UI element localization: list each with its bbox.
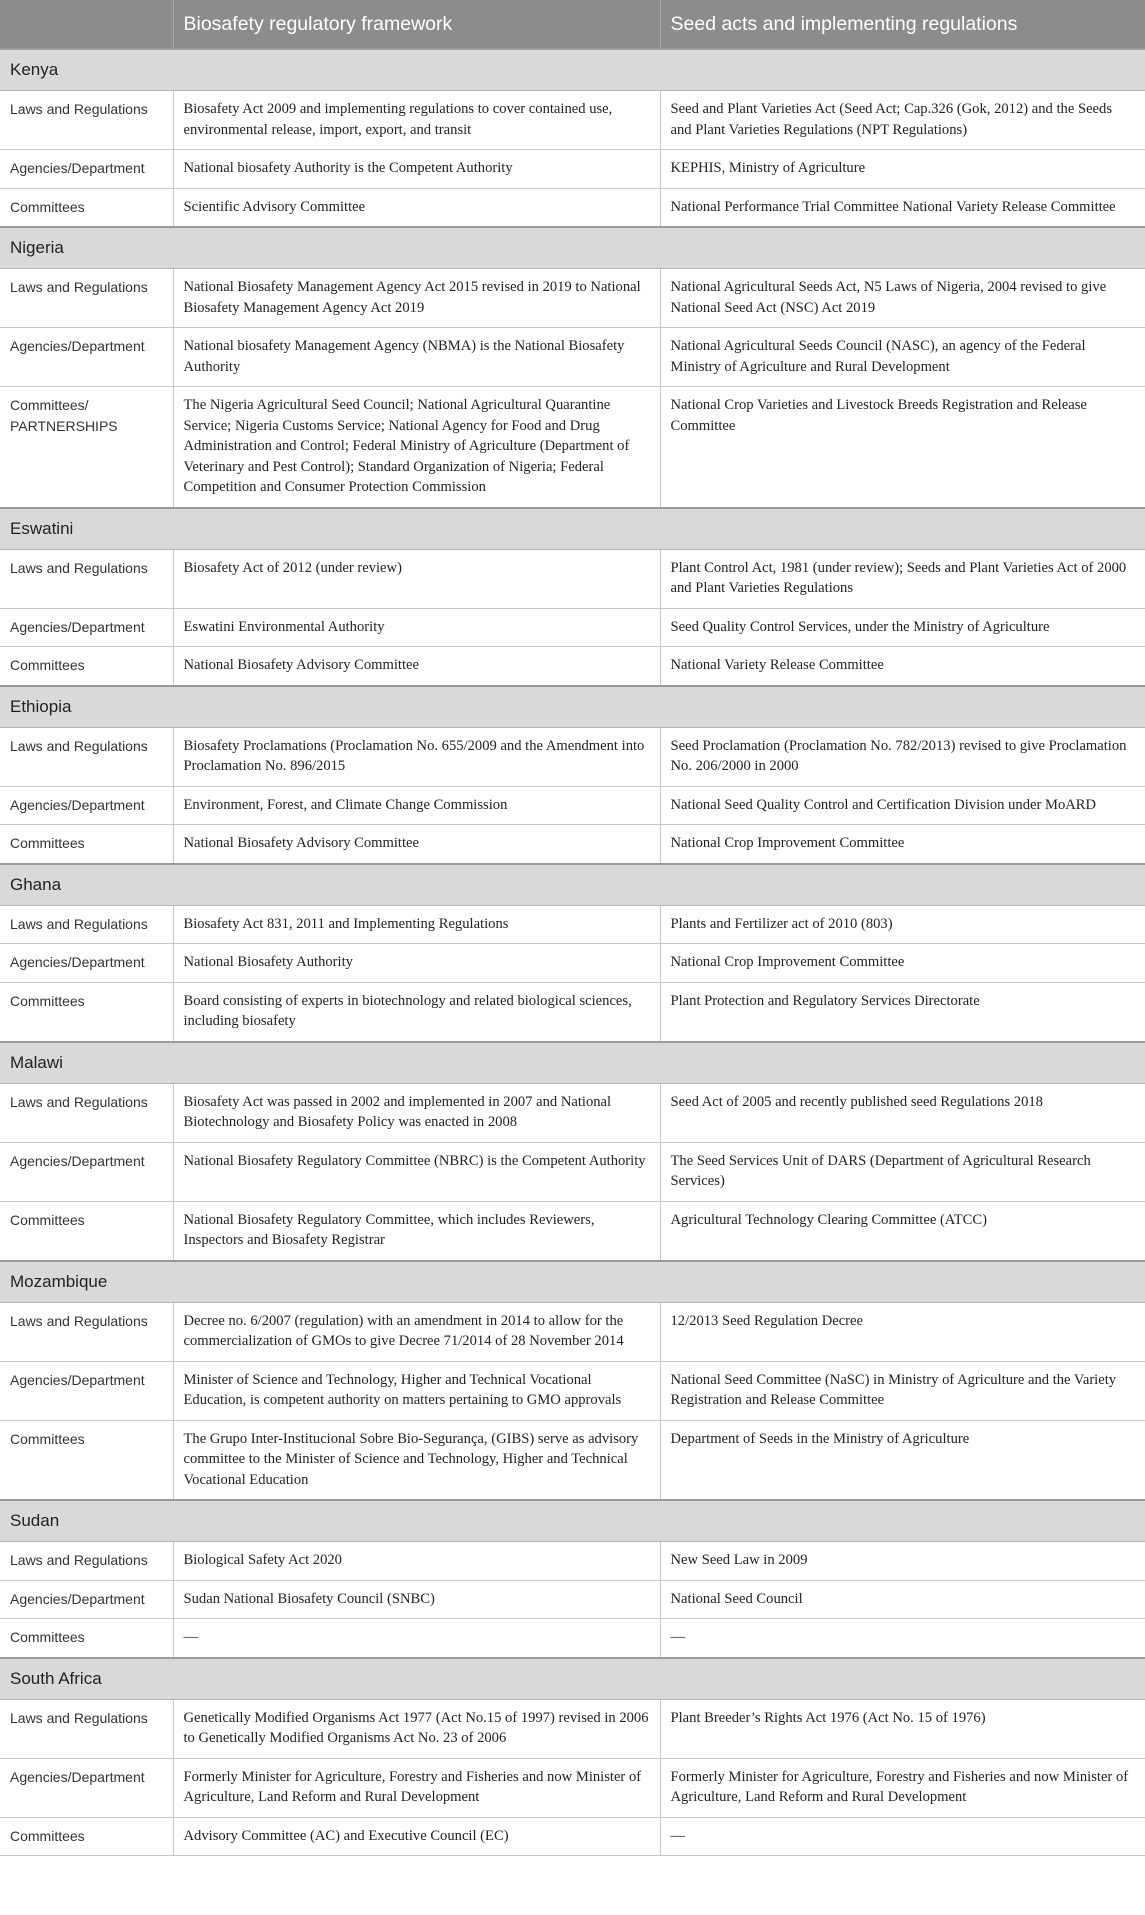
table-row [0, 387, 1145, 508]
country-name: Ethiopia [0, 686, 1145, 728]
table-row [0, 91, 1145, 150]
row-label: Laws and Regulations [0, 905, 173, 944]
seed-cell: National Crop Improvement Committee [660, 825, 1145, 864]
country-row [0, 227, 1145, 269]
biosafety-cell: Biosafety Act 831, 2011 and Implementing Regulations [173, 905, 660, 944]
header-biosafety-column: Biosafety regulatory framework [173, 0, 660, 49]
biosafety-cell: Scientific Advisory Committee [173, 188, 660, 227]
table-row [0, 269, 1145, 328]
seed-cell: — [660, 1817, 1145, 1856]
country-name: South Africa [0, 1658, 1145, 1700]
biosafety-cell: National Biosafety Advisory Committee [173, 647, 660, 686]
header-seed-column: Seed acts and implementing regulations [660, 0, 1145, 49]
country-name: Kenya [0, 49, 1145, 91]
biosafety-cell: Decree no. 6/2007 (regulation) with an amendment in 2014 to allow for the commercialization of GMOs to give Decree 71/2014 of 28 November 2014 [173, 1302, 660, 1361]
row-label: Agencies/Department [0, 786, 173, 825]
table-row [0, 647, 1145, 686]
biosafety-cell: National biosafety Authority is the Competent Authority [173, 150, 660, 189]
row-label: Laws and Regulations [0, 1083, 173, 1142]
seed-cell: Seed and Plant Varieties Act (Seed Act; Cap.326 (Gok, 2012) and the Seeds and Plant Varieties Regulations (NPT Regulations) [660, 91, 1145, 150]
row-label: Laws and Regulations [0, 269, 173, 328]
biosafety-cell: — [173, 1619, 660, 1658]
table-row [0, 1083, 1145, 1142]
country-name: Sudan [0, 1500, 1145, 1542]
table-row [0, 1699, 1145, 1758]
table-row [0, 1817, 1145, 1856]
biosafety-cell: Advisory Committee (AC) and Executive Council (EC) [173, 1817, 660, 1856]
table-row [0, 727, 1145, 786]
seed-cell: Plant Control Act, 1981 (under review); Seeds and Plant Varieties Act of 2000 and Plant Varieties Regulations [660, 549, 1145, 608]
biosafety-cell: Biosafety Proclamations (Proclamation No. 655/2009 and the Amendment into Proclamation No. 896/2015 [173, 727, 660, 786]
table-header [0, 0, 1145, 49]
row-label: Committees [0, 1201, 173, 1261]
row-label: Agencies/Department [0, 1758, 173, 1817]
seed-cell: — [660, 1619, 1145, 1658]
row-label: Committees/ PARTNERSHIPS [0, 387, 173, 508]
row-label: Laws and Regulations [0, 727, 173, 786]
row-label: Committees [0, 647, 173, 686]
seed-cell: National Agricultural Seeds Act, N5 Laws of Nigeria, 2004 revised to give National Seed Act (NSC) Act 2019 [660, 269, 1145, 328]
table-row [0, 1420, 1145, 1500]
table-row [0, 549, 1145, 608]
header-label-column [0, 0, 173, 49]
country-row [0, 1261, 1145, 1303]
seed-cell: National Seed Quality Control and Certification Division under MoARD [660, 786, 1145, 825]
biosafety-cell: Sudan National Biosafety Council (SNBC) [173, 1580, 660, 1619]
table-row [0, 608, 1145, 647]
country-name: Nigeria [0, 227, 1145, 269]
row-label: Agencies/Department [0, 1142, 173, 1201]
row-label: Committees [0, 188, 173, 227]
table-row [0, 1619, 1145, 1658]
seed-cell: Seed Act of 2005 and recently published seed Regulations 2018 [660, 1083, 1145, 1142]
biosafety-cell: Environment, Forest, and Climate Change Commission [173, 786, 660, 825]
row-label: Committees [0, 982, 173, 1042]
table-row [0, 150, 1145, 189]
row-label: Laws and Regulations [0, 1302, 173, 1361]
seed-cell: KEPHIS, Ministry of Agriculture [660, 150, 1145, 189]
seed-cell: Seed Proclamation (Proclamation No. 782/2013) revised to give Proclamation No. 206/2000 in 2000 [660, 727, 1145, 786]
table-row [0, 786, 1145, 825]
seed-cell: Agricultural Technology Clearing Committee (ATCC) [660, 1201, 1145, 1261]
table-row [0, 825, 1145, 864]
row-label: Agencies/Department [0, 1361, 173, 1420]
row-label: Agencies/Department [0, 150, 173, 189]
row-label: Laws and Regulations [0, 549, 173, 608]
seed-cell: National Seed Council [660, 1580, 1145, 1619]
row-label: Agencies/Department [0, 328, 173, 387]
biosafety-cell: Eswatini Environmental Authority [173, 608, 660, 647]
row-label: Laws and Regulations [0, 91, 173, 150]
seed-cell: New Seed Law in 2009 [660, 1542, 1145, 1581]
seed-cell: Formerly Minister for Agriculture, Forestry and Fisheries and now Minister of Agriculture, Land Reform and Rural Development [660, 1758, 1145, 1817]
row-label: Committees [0, 825, 173, 864]
country-row [0, 1042, 1145, 1084]
seed-cell: 12/2013 Seed Regulation Decree [660, 1302, 1145, 1361]
table-row [0, 1201, 1145, 1261]
biosafety-cell: National Biosafety Advisory Committee [173, 825, 660, 864]
biosafety-cell: Biosafety Act 2009 and implementing regulations to cover contained use, environmental release, import, export, and transit [173, 91, 660, 150]
biosafety-cell: National biosafety Management Agency (NBMA) is the National Biosafety Authority [173, 328, 660, 387]
biosafety-cell: The Grupo Inter-Institucional Sobre Bio-Segurança, (GIBS) serve as advisory committee to the Minister of Science and Technology, Higher and Technical Vocational Education [173, 1420, 660, 1500]
biosafety-cell: National Biosafety Regulatory Committee (NBRC) is the Competent Authority [173, 1142, 660, 1201]
row-label: Committees [0, 1619, 173, 1658]
biosafety-cell: Formerly Minister for Agriculture, Forestry and Fisheries and now Minister of Agriculture, Land Reform and Rural Development [173, 1758, 660, 1817]
seed-cell: National Variety Release Committee [660, 647, 1145, 686]
table-row [0, 188, 1145, 227]
country-name: Malawi [0, 1042, 1145, 1084]
table-row [0, 328, 1145, 387]
seed-cell: National Crop Varieties and Livestock Breeds Registration and Release Committee [660, 387, 1145, 508]
table-row [0, 982, 1145, 1042]
table-body [0, 49, 1145, 1856]
biosafety-cell: Biosafety Act of 2012 (under review) [173, 549, 660, 608]
country-row [0, 686, 1145, 728]
biosafety-cell: Biological Safety Act 2020 [173, 1542, 660, 1581]
seed-cell: National Crop Improvement Committee [660, 944, 1145, 983]
biosafety-cell: Genetically Modified Organisms Act 1977 (Act No.15 of 1997) revised in 2006 to Genetically Modified Organisms Act No. 23 of 2006 [173, 1699, 660, 1758]
biosafety-cell: National Biosafety Authority [173, 944, 660, 983]
country-row [0, 1500, 1145, 1542]
country-row [0, 508, 1145, 550]
biosafety-cell: Biosafety Act was passed in 2002 and implemented in 2007 and National Biotechnology and Biosafety Policy was enacted in 2008 [173, 1083, 660, 1142]
row-label: Laws and Regulations [0, 1542, 173, 1581]
row-label: Laws and Regulations [0, 1699, 173, 1758]
seed-cell: National Seed Committee (NaSC) in Ministry of Agriculture and the Variety Registration and Release Committee [660, 1361, 1145, 1420]
biosafety-cell: The Nigeria Agricultural Seed Council; National Agricultural Quarantine Service; Nigeria Customs Service; National Agency for Food and Drug Administration and Control; Federal Ministry of Agriculture (Department of Veterinary and Pest Control); Standard Organization of Nigeria; Federal Competition and Consumer Protection Commission [173, 387, 660, 508]
table-row [0, 1542, 1145, 1581]
country-row [0, 1658, 1145, 1700]
row-label: Committees [0, 1420, 173, 1500]
table-row [0, 1361, 1145, 1420]
seed-cell: Seed Quality Control Services, under the Ministry of Agriculture [660, 608, 1145, 647]
country-name: Ghana [0, 864, 1145, 906]
table-row [0, 905, 1145, 944]
table-row [0, 1302, 1145, 1361]
country-name: Mozambique [0, 1261, 1145, 1303]
country-row [0, 49, 1145, 91]
row-label: Agencies/Department [0, 944, 173, 983]
country-row [0, 864, 1145, 906]
seed-cell: Plants and Fertilizer act of 2010 (803) [660, 905, 1145, 944]
seed-cell: Plant Breeder’s Rights Act 1976 (Act No. 15 of 1976) [660, 1699, 1145, 1758]
table-row [0, 1142, 1145, 1201]
seed-cell: Department of Seeds in the Ministry of Agriculture [660, 1420, 1145, 1500]
table-row [0, 1580, 1145, 1619]
seed-cell: National Agricultural Seeds Council (NASC), an agency of the Federal Ministry of Agriculture and Rural Development [660, 328, 1145, 387]
biosafety-cell: Minister of Science and Technology, Higher and Technical Vocational Education, is competent authority on matters pertaining to GMO approvals [173, 1361, 660, 1420]
seed-cell: Plant Protection and Regulatory Services Directorate [660, 982, 1145, 1042]
biosafety-cell: National Biosafety Regulatory Committee, which includes Reviewers, Inspectors and Biosafety Registrar [173, 1201, 660, 1261]
table-row [0, 944, 1145, 983]
row-label: Committees [0, 1817, 173, 1856]
biosafety-cell: National Biosafety Management Agency Act 2015 revised in 2019 to National Biosafety Management Agency Act 2019 [173, 269, 660, 328]
table-row [0, 1758, 1145, 1817]
seed-cell: National Performance Trial Committee National Variety Release Committee [660, 188, 1145, 227]
biosafety-cell: Board consisting of experts in biotechnology and related biological sciences, including biosafety [173, 982, 660, 1042]
seed-cell: The Seed Services Unit of DARS (Department of Agricultural Research Services) [660, 1142, 1145, 1201]
row-label: Agencies/Department [0, 608, 173, 647]
header-row [0, 0, 1145, 49]
row-label: Agencies/Department [0, 1580, 173, 1619]
country-name: Eswatini [0, 508, 1145, 550]
